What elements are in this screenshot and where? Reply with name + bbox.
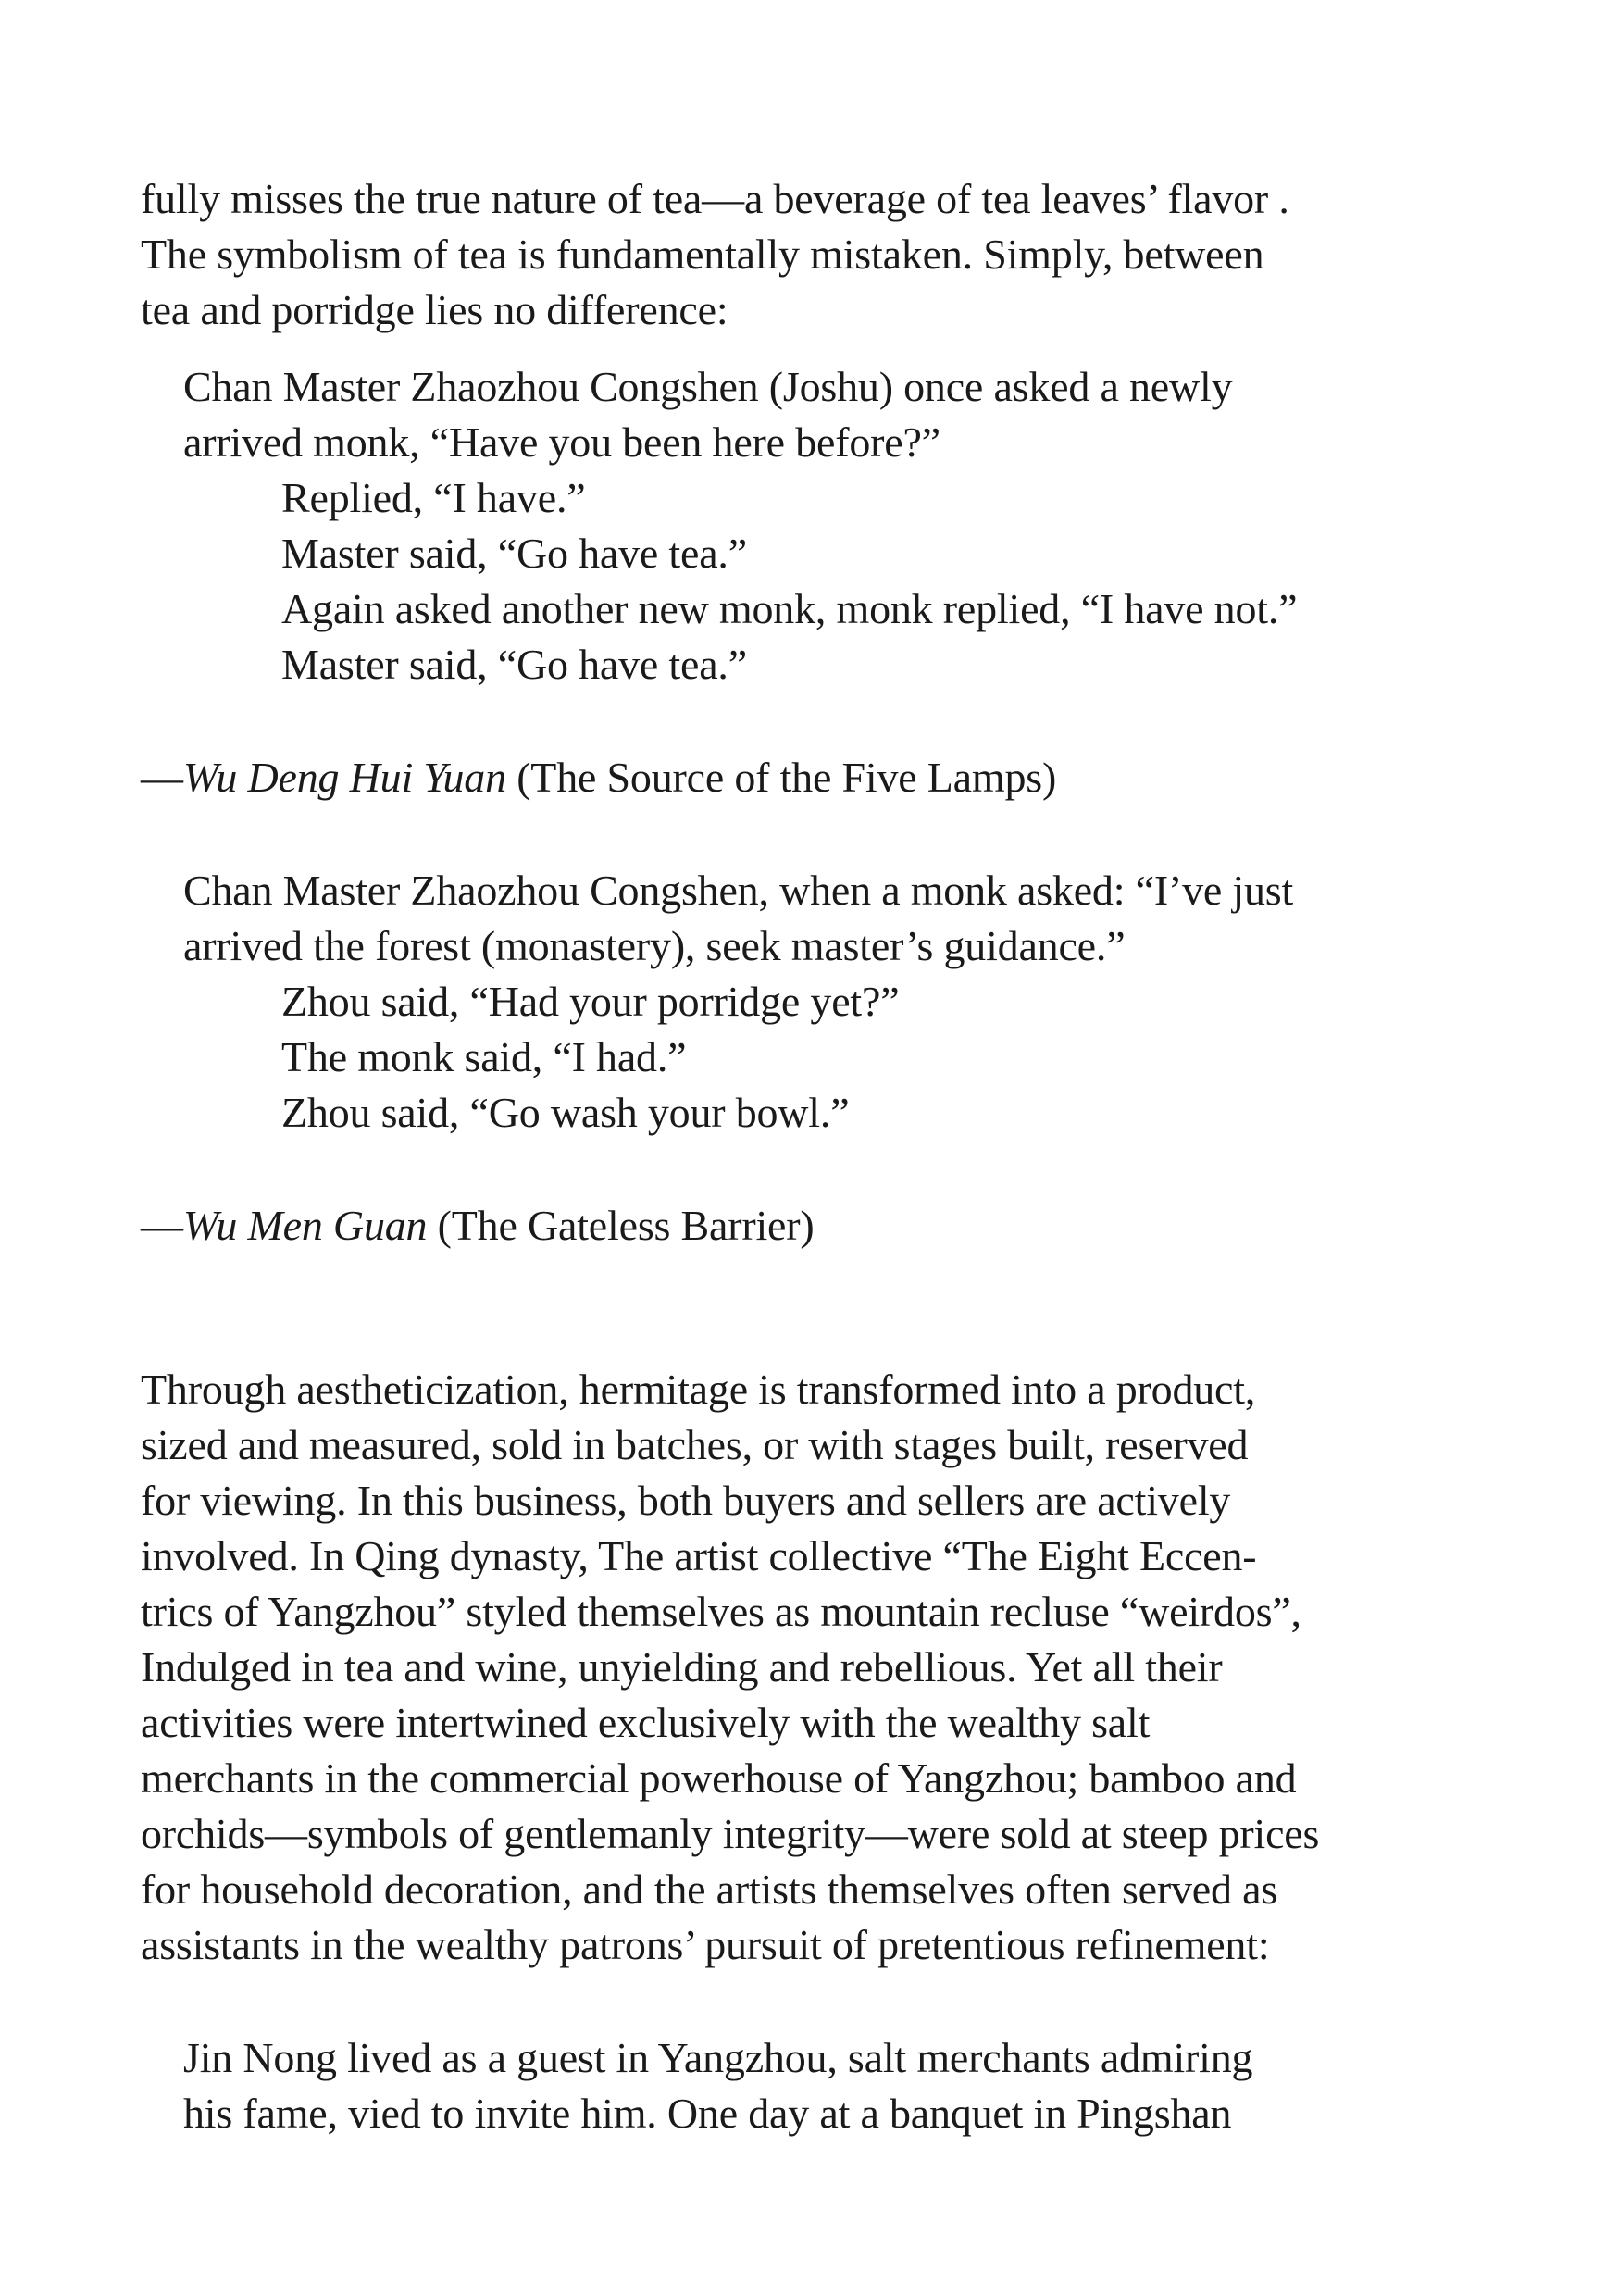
dialogue-line: Zhou said, “Had your porridge yet?” (281, 978, 900, 1025)
source-translation: (The Gateless Barrier) (427, 1202, 815, 1249)
dialogue-line: Zhou said, “Go wash your bowl.” (281, 1089, 850, 1136)
text-line: for viewing. In this business, both buyers and sellers are actively (141, 1477, 1231, 1524)
text-line: involved. In Qing dynasty, The artist collective “The Eight Eccen- (141, 1532, 1257, 1579)
quote-line: Jin Nong lived as a guest in Yangzhou, salt merchants admiring (183, 2034, 1253, 2081)
text-line: orchids—symbols of gentlemanly integrity—were sold at steep prices (141, 1810, 1320, 1857)
attribution-1 (141, 750, 1529, 805)
source-title: Wu Men Guan (182, 1202, 428, 1249)
text-line: Indulged in tea and wine, unyielding and rebellious. Yet all their (141, 1643, 1223, 1691)
dialogue-line: Master said, “Go have tea.” (281, 530, 747, 577)
document-page (141, 171, 1529, 2141)
dialogue-line: Replied, “I have.” (281, 474, 586, 521)
text-line: sized and measured, sold in batches, or with stages built, reserved (141, 1421, 1249, 1468)
block-quote-2 (141, 863, 1529, 1141)
text-line: Through aestheticization, hermitage is transformed into a product, (141, 1366, 1256, 1413)
block-quote-1 (141, 359, 1529, 693)
quote-line: arrived the forest (monastery), seek master’s guidance.” (183, 922, 1126, 969)
text-line: fully misses the true nature of tea—a beverage of tea leaves’ flavor . (141, 175, 1289, 222)
text-line: The symbolism of tea is fundamentally mistaken. Simply, between (141, 231, 1264, 278)
text-line: merchants in the commercial powerhouse of Yangzhou; bamboo and (141, 1754, 1297, 1802)
attribution-dash: — (141, 754, 183, 801)
text-line: tea and porridge lies no difference: (141, 286, 728, 333)
quote-line: Chan Master Zhaozhou Congshen, when a monk asked: “I’ve just (183, 867, 1294, 914)
attribution-dash: — (141, 1202, 183, 1249)
paragraph-2 (141, 1362, 1529, 1973)
attribution-2 (141, 1198, 1529, 1254)
block-quote-3 (141, 2030, 1529, 2141)
paragraph-1 (141, 171, 1529, 338)
text-line: trics of Yangzhou” styled themselves as mountain recluse “weirdos”, (141, 1588, 1301, 1635)
source-translation: (The Source of the Five Lamps) (505, 754, 1057, 801)
dialogue-line: The monk said, “I had.” (281, 1033, 687, 1080)
quote-line: Chan Master Zhaozhou Congshen (Joshu) once asked a newly (183, 363, 1233, 410)
text-line: activities were intertwined exclusively with the wealthy salt (141, 1699, 1151, 1746)
quote-line: arrived monk, “Have you been here before?” (183, 418, 940, 466)
quote-line: his fame, vied to invite him. One day at a banquet in Pingshan (183, 2090, 1232, 2137)
text-line: for household decoration, and the artists themselves often served as (141, 1866, 1278, 1913)
text-line: assistants in the wealthy patrons’ pursuit of pretentious refinement: (141, 1921, 1270, 1968)
dialogue-line: Again asked another new monk, monk replied, “I have not.” (281, 585, 1298, 632)
dialogue-line: Master said, “Go have tea.” (281, 641, 747, 688)
source-title: Wu Deng Hui Yuan (182, 754, 506, 801)
